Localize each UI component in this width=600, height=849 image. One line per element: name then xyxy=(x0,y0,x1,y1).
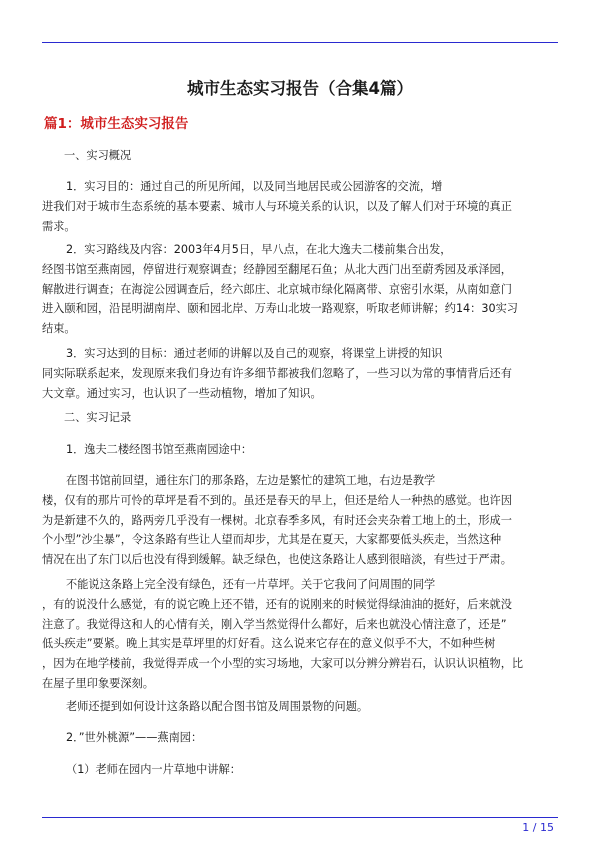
paragraph-line: ，因为在地学楼前，我觉得弄成一个小型的实习场地，大家可以分辨分辨岩石，认识认识植物，比 xyxy=(42,657,524,671)
paragraph-line: 低头疾走”要紧。晚上其实是草坪里的灯好看。这么说来它存在的意义似乎不大，不如种些树 xyxy=(42,637,496,651)
paragraph-line: 在屋子里印象要深刻。 xyxy=(42,676,154,690)
paragraph-line: 同实际联系起来，发现原来我们身边有许多细节都被我们忽略了，一些习以为常的事情背后还有 xyxy=(42,366,512,380)
heading-route-1 xyxy=(42,440,558,460)
paragraph-line: ，有的说没什么感觉，有的说它晚上还不错，还有的说刚来的时候觉得绿油油的挺好，后来就没 xyxy=(42,597,512,611)
paragraph-line: 经图书馆至燕南园，停留进行观察调查；经静园至翻尾石鱼；从北大西门出至蔚秀园及承泽园， xyxy=(42,262,512,276)
paragraph-line: 不能说这条路上完全没有绿色，还有一片草坪。关于它我问了问周围的同学 xyxy=(66,578,436,591)
paragraph-line: 2．实习路线及内容：2003年4月5日，早八点，在北大逸夫二楼前集合出发， xyxy=(66,243,452,256)
paragraph-line: 为是新建不久的，路两旁几乎没有一棵树。北京春季多风，有时还会夹杂着工地上的土，形成一 xyxy=(42,513,512,527)
paragraph-line: 进我们对于城市生态系统的基本要素、城市人与环境关系的认识，以及了解人们对于环境的真正 xyxy=(42,199,512,213)
paragraph-line: 1．实习目的：通过自己的所见所闻，以及同当地居民或公园游客的交流，增 xyxy=(66,180,443,193)
paragraph-line: 需求。 xyxy=(42,219,76,233)
heading-text: 二、实习记录 xyxy=(64,411,132,424)
paragraph-line: 注意了。我觉得这和人的心情有关，刚入学当然觉得什么都好，后来也就没心情注意了，还是” xyxy=(42,617,507,631)
heading-text: 一、实习概况 xyxy=(64,149,132,162)
heading-text: （1）老师在园内一片草地中讲解： xyxy=(66,763,241,776)
paragraph-goals xyxy=(42,344,558,403)
header-rule xyxy=(42,42,558,43)
paragraph-teacher-note xyxy=(42,697,558,717)
paragraph-line: 在图书馆前回望，通往东门的那条路，左边是繁忙的建筑工地，右边是教学 xyxy=(66,474,436,487)
page-number: 1 / 15 xyxy=(522,821,554,834)
heading-text: 2．”世外桃源”——燕南园： xyxy=(66,731,203,744)
paragraph-line: 3．实习达到的目标：通过老师的讲解以及自己的观察，将课堂上讲授的知识 xyxy=(66,347,443,360)
paragraph-route xyxy=(42,240,558,339)
heading-text: 1．逸夫二楼经图书馆至燕南园途中： xyxy=(66,443,253,456)
paragraph-library xyxy=(42,471,558,570)
paragraph-line: 解散进行调查；在海淀公园调查后，经六郎庄、北京城市绿化隔离带、京密引水渠，从南如意门 xyxy=(42,282,512,296)
paragraph-line: 个小型”沙尘暴”，令这条路有些让人望而却步，尤其是在夏天，大家都要低头疾走，当然这种 xyxy=(42,533,502,547)
footer-rule xyxy=(42,817,558,818)
paragraph-line: 结束。 xyxy=(42,322,76,336)
heading-records xyxy=(42,408,558,428)
paragraph-lawn xyxy=(42,575,558,694)
document-title: 城市生态实习报告（合集4篇） xyxy=(187,79,413,98)
paragraph-line: 进入颐和园，沿昆明湖南岸、颐和园北岸、万寿山北坡一路观察，听取老师讲解；约14：30实习 xyxy=(42,302,518,316)
paragraph-line: 大文章。通过实习，也认识了一些动植物，增加了知识。 xyxy=(42,386,322,400)
paragraph-purpose xyxy=(42,177,558,236)
paragraph-line: 情况在出了东门以后也没有得到缓解。缺乏绿色，也使这条路让人感到很暗淡，有些过于严肃。 xyxy=(42,553,512,567)
paragraph-line: 老师还提到如何设计这条路以配合图书馆及周围景物的问题。 xyxy=(66,700,369,713)
section-title: 篇1：城市生态实习报告 xyxy=(44,116,189,132)
heading-lawn-lecture xyxy=(42,760,558,780)
paragraph-line: 楼，仅有的那片可怜的草坪是看不到的。虽还是春天的早上，但还是给人一种热的感觉。也许因 xyxy=(42,493,512,507)
heading-yannan-garden xyxy=(42,728,558,748)
heading-overview xyxy=(42,146,558,166)
